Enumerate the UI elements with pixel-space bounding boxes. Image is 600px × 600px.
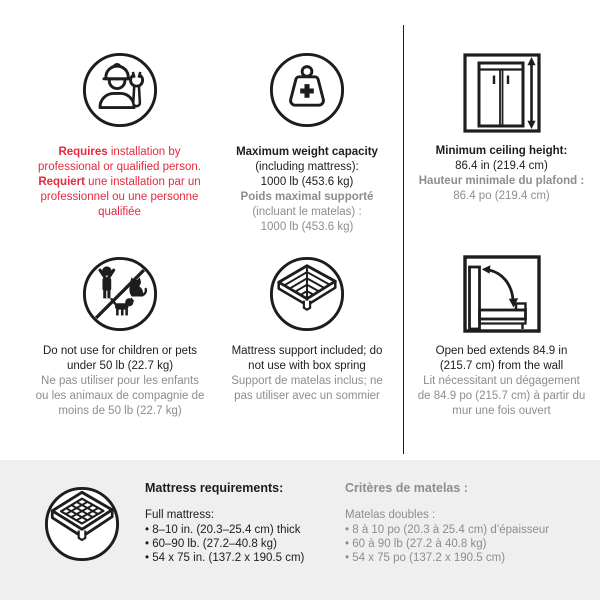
info-block-installation bbox=[32, 51, 207, 220]
mattress-support-text-en: Mattress support included; do not use with box spring bbox=[231, 345, 383, 372]
mattress-req-fr bbox=[345, 481, 595, 565]
req-item: • 54 x 75 po (137.2 x 190.5 cm) bbox=[345, 551, 595, 565]
mattress-support-icon bbox=[268, 255, 346, 333]
mattress-req-en-subtitle: Full mattress: bbox=[145, 509, 215, 521]
vertical-divider bbox=[403, 25, 404, 454]
open-bed-icon bbox=[463, 255, 541, 333]
info-block-weight bbox=[217, 51, 397, 235]
no-children-pets-icon bbox=[81, 255, 159, 333]
weight-capacity-icon bbox=[268, 51, 346, 129]
installation-text bbox=[32, 145, 207, 220]
children-pets-text-en: Do not use for children or pets under 50 lb (22.7 kg) bbox=[42, 345, 198, 372]
children-pets-text-fr: Ne pas utiliser pour les enfants ou les animaux de compagnie de moins de 50 lb (22.7 kg) bbox=[35, 375, 205, 417]
open-bed-text bbox=[418, 344, 586, 419]
req-item: • 60–90 lb. (27.2–40.8 kg) bbox=[145, 537, 340, 551]
info-block-open-bed bbox=[405, 255, 598, 419]
req-item: • 8 à 10 po (20.3 à 25.4 cm) d’épaisseur bbox=[345, 523, 595, 537]
ceiling-text-fr: Hauteur minimale du plafond : 86.4 po (219.4 cm) bbox=[418, 175, 585, 202]
mattress-req-en bbox=[145, 481, 340, 565]
dog-figure bbox=[115, 297, 134, 315]
mattress-support-text bbox=[231, 344, 383, 404]
child-figure bbox=[102, 266, 111, 298]
mattress-support-text-fr: Support de matelas inclus; ne pas utiliser avec un sommier bbox=[231, 375, 383, 402]
open-bed-text-en: Open bed extends 84.9 in (215.7 cm) from the wall bbox=[435, 345, 568, 372]
ceiling-text-en: Minimum ceiling height: 86.4 in (219.4 cm) bbox=[435, 145, 568, 172]
weight-text-fr: Poids maximal supporté (incluant le matelas) : 1000 lb (453.6 kg) bbox=[240, 191, 374, 233]
ceiling-height-icon bbox=[463, 53, 541, 133]
open-bed-text-fr: Lit nécessitant un dégagement de 84.9 po (215.7 cm) à partir du mur une fois ouvert bbox=[417, 375, 586, 417]
installation-text-fr: Requiert une installation par un professionnel ou une personne qualifiée bbox=[38, 176, 201, 218]
ceiling-text bbox=[419, 144, 584, 204]
req-item: • 60 à 90 lb (27.2 à 40.8 kg) bbox=[345, 537, 595, 551]
mattress-req-fr-list bbox=[345, 523, 595, 566]
mattress-req-en-list bbox=[145, 523, 340, 566]
info-block-children-pets bbox=[15, 255, 225, 419]
installer-icon bbox=[81, 51, 159, 129]
mattress-icon bbox=[43, 485, 121, 563]
mattress-req-fr-title: Critères de matelas : bbox=[345, 481, 468, 495]
req-item: • 54 x 75 in. (137.2 x 190.5 cm) bbox=[145, 551, 340, 565]
installation-text-en: Requires installation by professional or qualified person. bbox=[37, 146, 202, 173]
info-block-mattress-support bbox=[217, 255, 397, 404]
mattress-req-fr-subtitle: Matelas doubles : bbox=[345, 509, 436, 521]
mattress-requirements-panel bbox=[0, 460, 600, 600]
mattress-req-en-title: Mattress requirements: bbox=[145, 481, 284, 495]
weight-text bbox=[236, 145, 378, 235]
children-pets-text bbox=[36, 344, 205, 419]
info-block-ceiling bbox=[405, 53, 598, 204]
req-item: • 8–10 in. (20.3–25.4 cm) thick bbox=[145, 523, 340, 537]
weight-text-en: Maximum weight capacity (including mattress): 1000 lb (453.6 kg) bbox=[236, 146, 378, 188]
